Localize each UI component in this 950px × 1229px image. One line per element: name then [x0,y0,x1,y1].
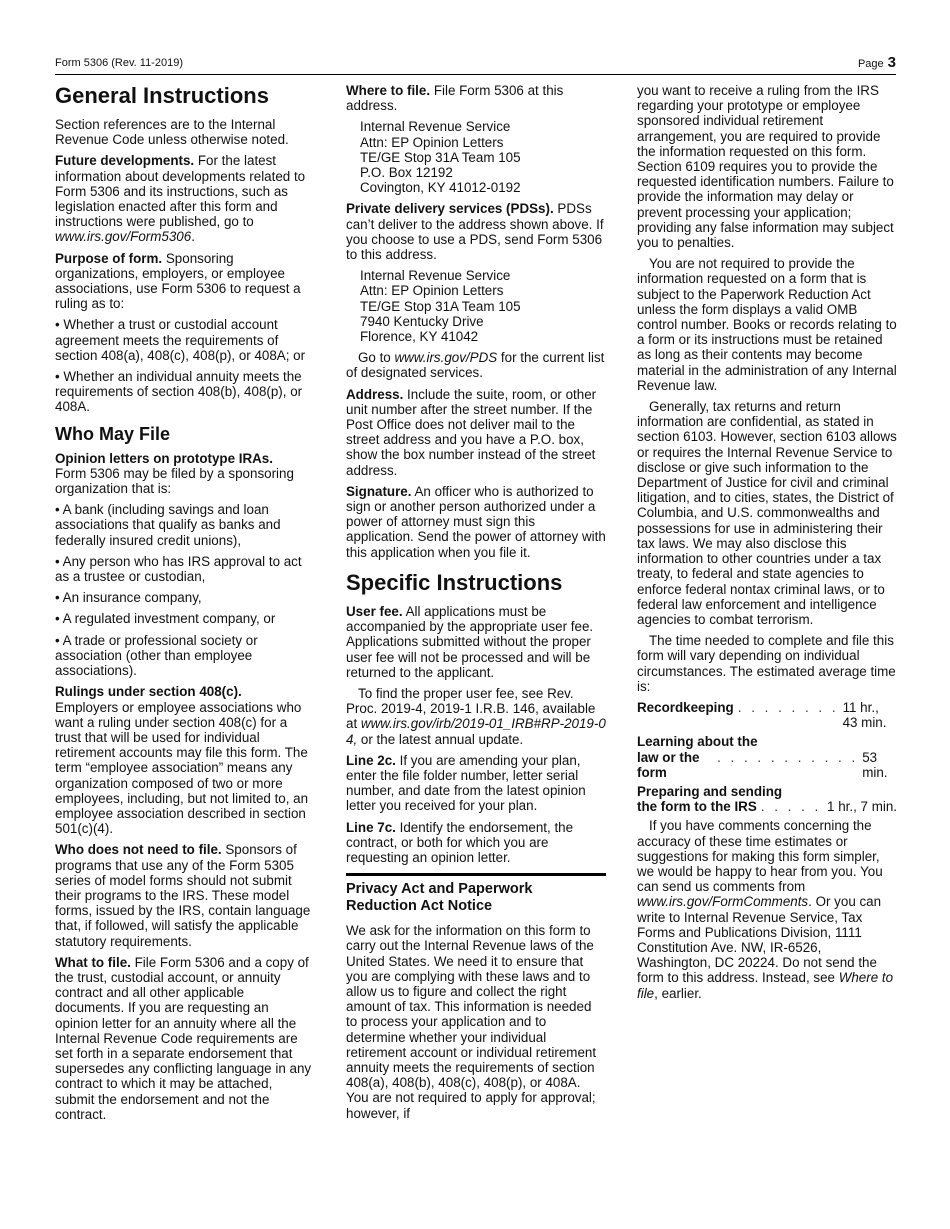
rulings-head: Rulings under section 408(c). [55,684,242,700]
fee2-pre: To find the proper user fee, see Rev. Proc. 2019-4, 2019-1 I.R.B. 146, available at [346,685,596,732]
recordkeeping-row: Recordkeeping . . . . . . . . 11 hr., 43 min. [637,700,897,730]
purpose-bullet-2: • Whether an individual annuity meets the requirements of section 408(b), 408(p), or 408A. [55,369,303,415]
what-head: What to file. [55,954,131,970]
notneed-head: Who does not need to file. [55,842,222,858]
privacy-continued: you want to receive a ruling from the IRS regarding your prototype or employee sponsored individual retirement arrangement, you are required to provide the information requested on this form. Section 6109 requires you to provide the requested identification numbers. Failure to provide the information may delay or prevent processing your application; providing any false information may subject you to penalties. [637,83,894,251]
where-to-file [346,83,606,113]
fee-body: All applications must be accompanied by the appropriate user fee. Applications submitted without the proper user fee will not be processed and will be returned to the applicant. [346,603,594,680]
preparing-label-2: the form to the IRS [637,799,757,815]
signature-section [346,484,606,560]
pds-head: Private delivery services (PDSs). [346,201,554,217]
who-not-need-file [55,842,314,948]
comments-mid: . Or you can write to Internal Revenue Service, Tax Forms and Publications Division, 1111 Constitution Ave. NW, IR-6526, Washington, DC 20224. Do not send the form to this address. Instead, see [637,894,882,986]
list-item: • A bank (including savings and loan associations that qualify as banks and federally insured credit unions), [55,502,281,548]
where-head: Where to file. [346,83,431,98]
future-developments: Future developments. For the latest information about developments related to Form 5306 and its instructions, such as legislation enacted after this form and instructions were published, go to www.irs.gov/Form5306. [55,153,306,245]
address-section [346,387,606,478]
fee-head: User fee. [346,603,403,619]
line-2c [346,753,606,814]
purpose-of-form [55,251,314,312]
irb-link[interactable]: www.irs.gov/irb/2019-01_IRB#RP-2019-04, [346,716,606,747]
general-instructions-title: General Instructions [55,83,269,108]
mailing-address [360,119,606,195]
user-fee-find [346,686,606,747]
address-line: TE/GE Stop 31A Team 105 [360,298,521,314]
column-3 [637,83,897,1007]
column-1 [55,83,314,1128]
line7c-body: Identify the endorsement, the contract, or both for which you are requesting an opinion letter. [346,819,574,865]
preparing-label-1: Preparing and sending [637,783,783,799]
line2c-head: Line 2c. [346,752,396,768]
page-label: Page [857,58,884,70]
pds-address [360,268,606,344]
list-item: • A trade or professional society or association (other than employee associations). [55,632,258,679]
pds-goto [346,350,606,380]
where-body: File Form 5306 at this address. [346,83,564,114]
omb-paragraph: You are not required to provide the information requested on a form that is subject to the Paperwork Reduction Act unless the form displays a valid OMB control number. Books or records relating to a form or its instructions must be retained as long as their contents may become material in the administration of any Internal Revenue law. [637,256,897,393]
opinion-head: Opinion letters on prototype IRAs. [55,450,273,466]
list-item: • A regulated investment company, or [55,611,276,627]
intro-paragraph: Section references are to the Internal Revenue Code unless otherwise noted. [55,117,289,148]
line-7c [346,820,606,866]
address-line: Covington, KY 41012-0192 [360,180,521,196]
address-line: Florence, KY 41042 [360,329,479,345]
line2c-body: If you are amending your plan, enter the file folder number, letter serial number, and date from the latest opinion letter you received for your plan. [346,752,586,814]
purpose-head: Purpose of form. [55,250,163,266]
page-header [55,54,896,75]
formcomments-link[interactable]: www.irs.gov/FormComments [637,894,809,910]
purpose-body: Sponsoring organizations, employers, or employee associations, use Form 5306 to request a ruling as to: [55,250,301,312]
address-line: 7940 Kentucky Drive [360,313,484,329]
address-line: Internal Revenue Service [360,268,511,284]
form-id: Form 5306 (Rev. 11-2019) [55,57,183,69]
address-line: TE/GE Stop 31A Team 105 [360,149,521,165]
address-line: Attn: EP Opinion Letters [360,134,504,150]
comments-end: , earlier. [654,985,702,1001]
what-to-file [55,955,314,1122]
address-line: P.O. Box 12192 [360,165,453,181]
what-body: File Form 5306 and a copy of the trust, custodial account, or annuity contract and all other applicable documents. If you are requesting an opinion letter for an annuity where all the Internal Revenue Code requirements are set forth in a separate endorsement that supersedes any conflicting language in any contract to which it may be attached, submit the endorsement and not the contract. [55,954,312,1122]
preparing-value: 1 hr., 7 min. [827,799,897,815]
user-fee [346,604,606,680]
learning-row: Learning about the law or the form . . . . . . . . . . . 53 min. [637,734,897,780]
future-body: For the latest information about developments related to Form 5306 and its instructions, such as legislation enacted after this form and instructions were published, go to [55,153,306,230]
notneed-body: Sponsors of programs that use any of the Form 5305 series of model forms should not submit their programs to the IRS. These model forms, issued by the IRS, contain language that, if followed, will satisfy the applicable statutory requirements. [55,842,311,949]
comments-pre: If you have comments concerning the accuracy of these time estimates or suggestions for making this form simpler, we would be happy to hear from you. You can send us comments from [637,818,883,895]
learning-value: 53 min. [862,749,888,780]
opinion-letters [55,451,314,497]
specific-instructions-title: Specific Instructions [346,569,563,595]
goto-pre: Go to [358,350,391,366]
comments-paragraph [637,818,897,1000]
purpose-bullet-1: • Whether a trust or custodial account agreement meets the requirements of section 408(a), 408(c), 408(p), or 408A; or [55,317,306,363]
sig-body: An officer who is authorized to sign or another person authorized under a power of attorney must sign this application. Send the power of attorney with this application when you file it. [346,483,606,560]
opinion-body: Form 5306 may be filed by a sponsoring organization that is: [55,465,294,497]
rulings-408c [55,684,314,836]
line7c-head: Line 7c. [346,819,396,835]
address-line: Attn: EP Opinion Letters [360,283,504,299]
column-2 [346,83,606,1127]
learning-label-2: law or the form [637,749,700,780]
address-line: Internal Revenue Service [360,119,511,135]
private-delivery-services [346,201,606,262]
privacy-body: We ask for the information on this form to carry out the Internal Revenue laws of the United States. We need it to ensure that you are complying with these laws and to allow us to figure and collect the right amount of tax. This information is needed to process your application and to determine whether your individual retirement account or individual retirement annuity meets the requirements of section 408(a), 408(b), 408(c), 408(p), or 408A. You are not required to apply for approval; however, if [346,923,597,1121]
pds-link[interactable]: www.irs.gov/PDS [394,350,498,366]
address-head: Address. [346,386,404,402]
address-body: Include the suite, room, or other unit number after the street number. If the Post Office does not deliver mail to the street address and you have a P.O. box, show the box number instead of the street address. [346,386,597,478]
rulings-body: Employers or employee associations who want a ruling under section 408(c) for a trust that will be used for individual retirement accounts may file this form. The term “employee association” means any organization composed of two or more employees, including, but not limited to, an employee association described in section 501(c)(4). [55,699,309,837]
form5306-link[interactable]: www.irs.gov/Form5306 [55,229,192,245]
future-head: Future developments. [55,153,195,169]
learning-label-1: Learning about the [637,734,758,750]
fee2-post: or the latest annual update. [360,731,524,747]
recordkeeping-label: Recordkeeping [637,699,734,715]
list-item: • An insurance company, [55,590,202,606]
page-indicator [858,54,896,71]
page-number: 3 [887,54,896,71]
who-may-file-title: Who May File [55,423,171,444]
goto-post: for the current list of designated services. [346,350,605,381]
confidential-paragraph: Generally, tax returns and return information are confidential, as stated in section 6103. However, section 6103 allows or requires the Internal Revenue Service to disclose or give such information to the Department of Justice for civil and criminal litigation, and to cities, states, the District of Columbia, and U.S. commonwealths and possessions for use in administering their tax laws. We may also disclose this information to other countries under a tax treaty, to federal and state agencies to enforce federal nontax criminal laws, or to federal law enforcement and intelligence agencies to combat terrorism. [637,399,897,627]
pds-body: PDSs can’t deliver to the address shown above. If you choose to use a PDS, send Form 5306 to this address. [346,201,604,263]
preparing-row: Preparing and sending the form to the IRS . . . . . 1 hr., 7 min. [637,783,897,815]
sig-head: Signature. [346,483,412,499]
recordkeeping-value: 11 hr., 43 min. [842,699,887,731]
privacy-act-title: Privacy Act and Paperwork Reduction Act Notice [346,873,606,915]
list-item: • Any person who has IRS approval to act as a trustee or custodian, [55,553,302,585]
time-estimate-intro: The time needed to complete and file this form will vary depending on individual circumstances. The estimated average time is: [637,633,896,694]
where-to-file-ref: Where to file [637,970,894,1001]
